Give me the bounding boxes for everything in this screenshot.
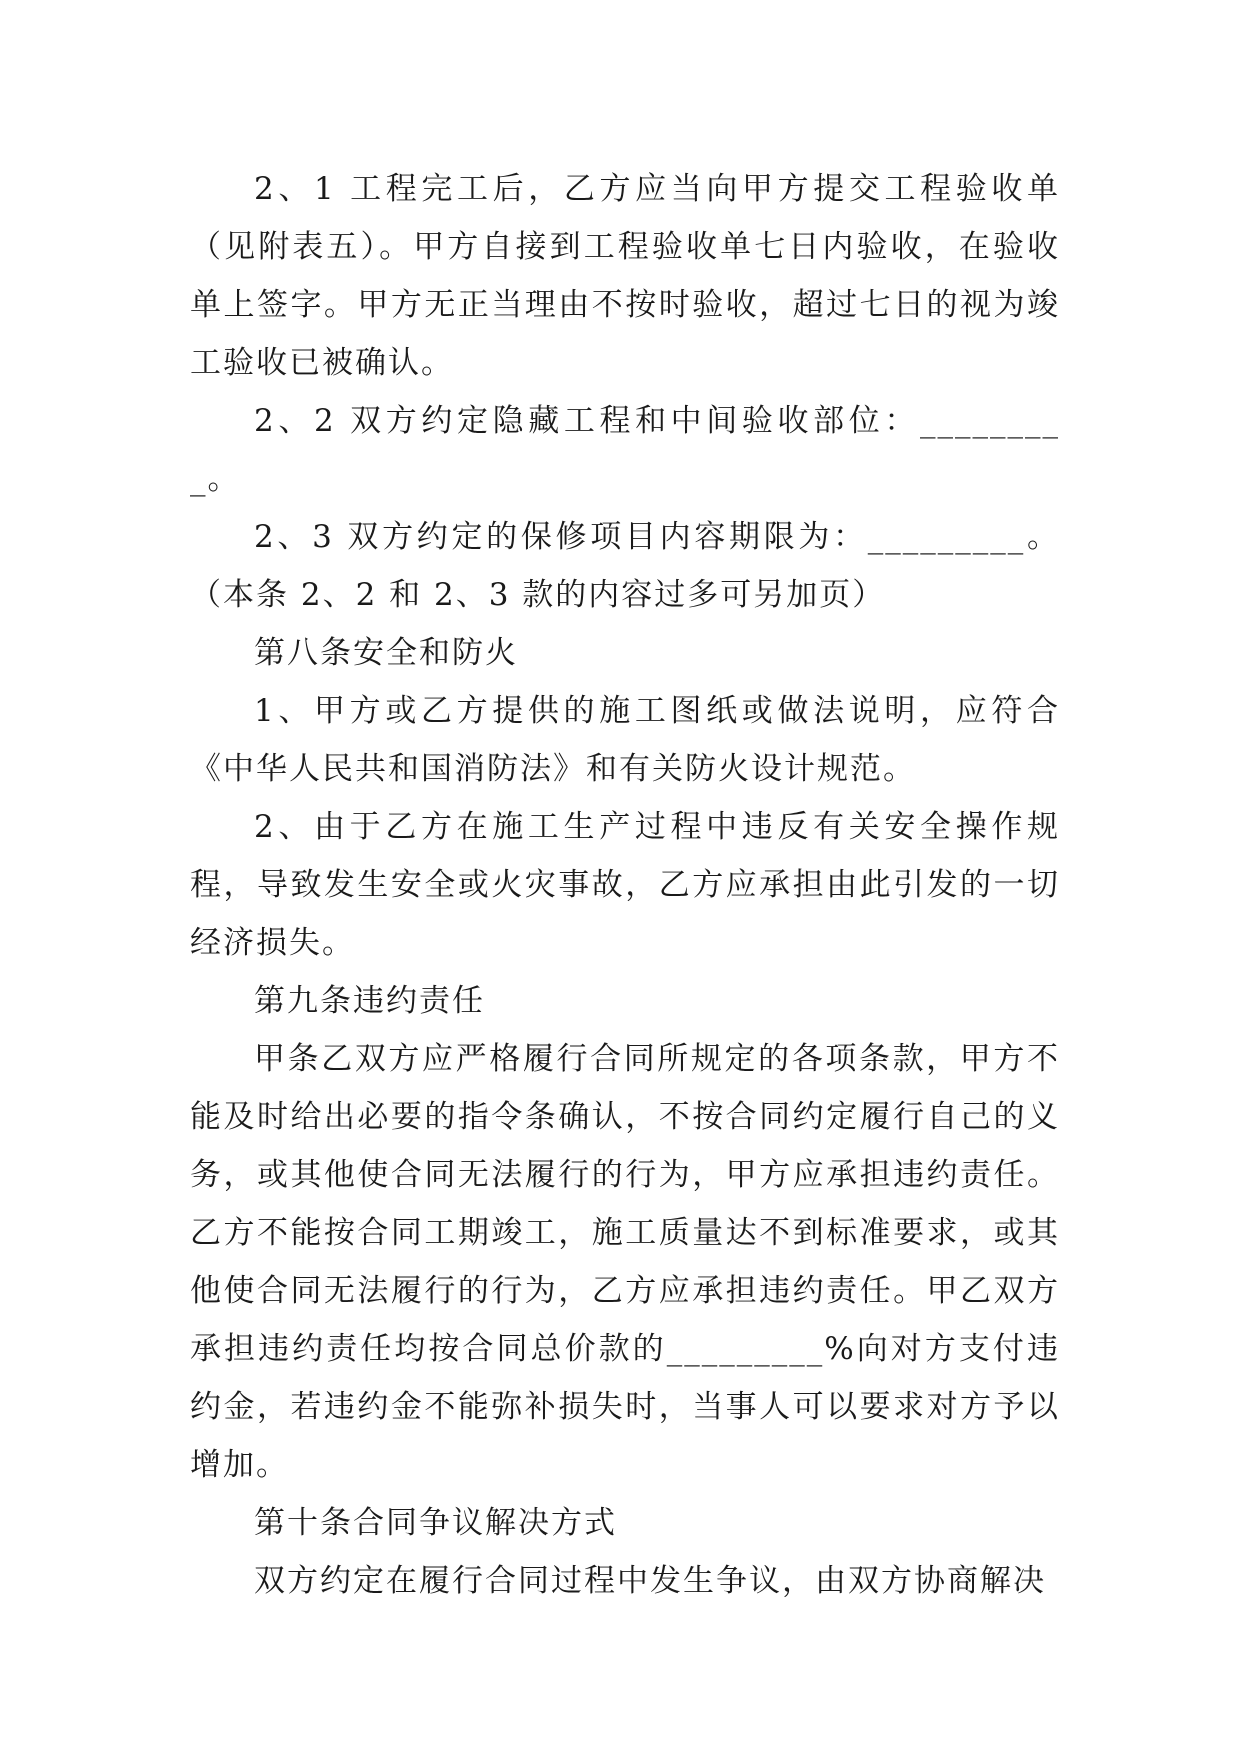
article-10-heading: 第十条合同争议解决方式 [254,1505,617,1541]
clause-2-3: 2、3 双方约定的保修项目内容期限为：_________。（本条 2、2 和 2、3 款的内容过多可另加页） [190,519,1060,613]
clause-2-2: 2、2 双方约定隐藏工程和中间验收部位：_________。 [190,403,1060,497]
article-9-heading: 第九条违约责任 [254,983,485,1019]
clause-2-1: 2、1 工程完工后，乙方应当向甲方提交工程验收单（见附表五）。甲方自接到工程验收单七日内验收，在验收单上签字。甲方无正当理由不按时验收，超过七日的视为竣工验收已被确认。 [190,171,1060,381]
document-body [190,160,1060,1610]
article-8-item-1: 1、甲方或乙方提供的施工图纸或做法说明，应符合《中华人民共和国消防法》和有关防火设计规范。 [190,693,1060,787]
article-9-body: 甲条乙双方应严格履行合同所规定的各项条款，甲方不能及时给出必要的指令条确认，不按合同约定履行自己的义务，或其他使合同无法履行的行为，甲方应承担违约责任。乙方不能按合同工期竣工，施工质量达不到标准要求，或其他使合同无法履行的行为，乙方应承担违约责任。甲乙双方承担违约责任均按合同总价款的_________%向对方支付违约金，若违约金不能弥补损失时，当事人可以要求对方予以增加。 [190,1041,1060,1483]
article-10-body: 双方约定在履行合同过程中发生争议，由双方协商解决 [254,1563,1046,1599]
article-8-item-2: 2、由于乙方在施工生产过程中违反有关安全操作规程，导致发生安全或火灾事故，乙方应承担由此引发的一切经济损失。 [190,809,1060,961]
article-8-heading: 第八条安全和防火 [254,635,518,671]
